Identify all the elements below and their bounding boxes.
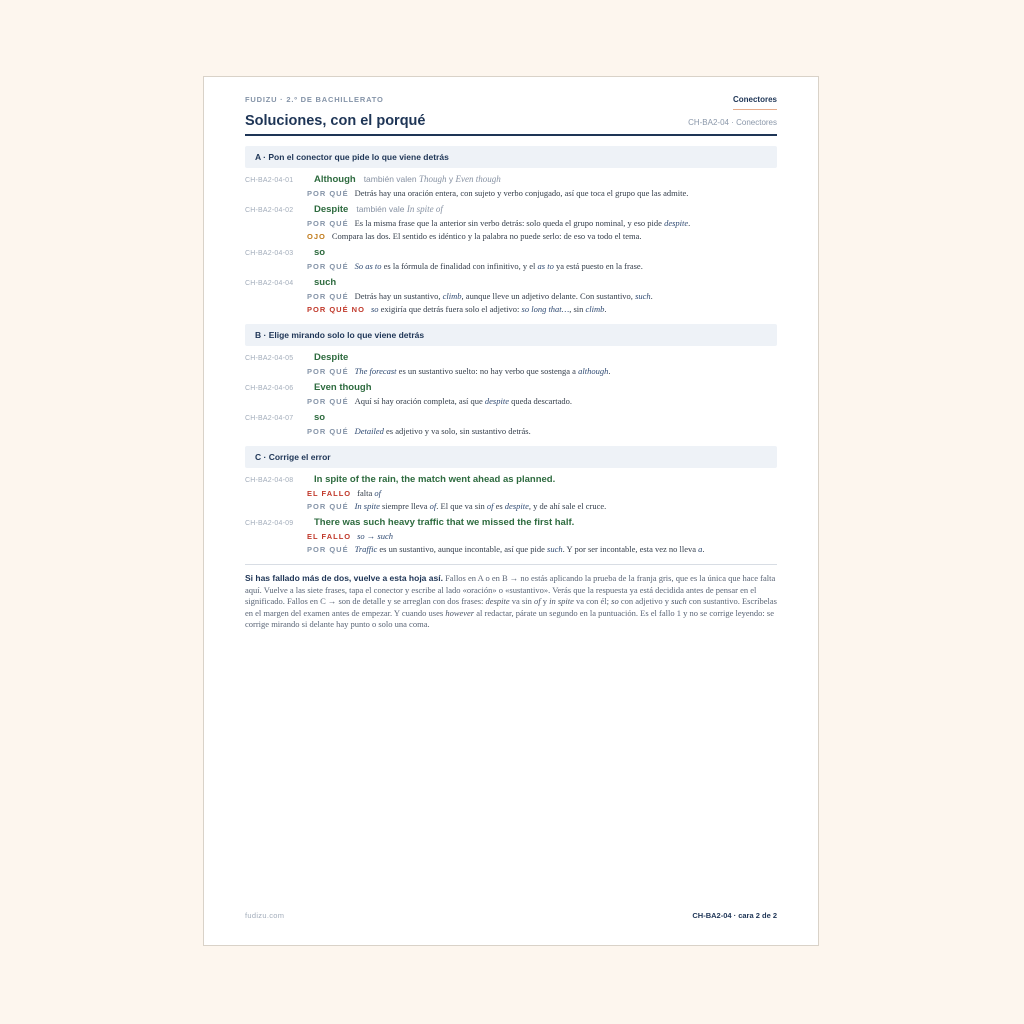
- topic-label: Conectores: [733, 95, 777, 110]
- why-tag: POR QUÉ: [307, 397, 349, 406]
- answer-item-02: [245, 204, 777, 241]
- why-tag: POR QUÉ: [307, 292, 349, 301]
- answer-text: so: [314, 412, 326, 423]
- corrected-sentence: There was such heavy traffic that we missed the first half.: [314, 517, 575, 528]
- answer-item-01: [245, 174, 777, 198]
- section-a-heading: A · Pon el conector que pide lo que viene detrás: [245, 146, 777, 168]
- ojo-tag: OJO: [307, 232, 326, 241]
- item-id: CH-BA2-04-01: [245, 177, 294, 184]
- why-not-tag: POR QUÉ NO: [307, 305, 365, 314]
- header-top: [245, 95, 777, 111]
- why-note: Detrás hay una oración entera, con sujeto y verbo conjugado, así que toca el grupo que las admite.: [354, 188, 689, 198]
- answer-item-07: [245, 412, 777, 436]
- why-tag: POR QUÉ: [307, 367, 349, 376]
- page-content: [245, 95, 777, 945]
- why-tag: POR QUÉ: [307, 502, 349, 511]
- section-b-heading: B · Elige mirando solo lo que viene detrás: [245, 324, 777, 346]
- answer-item-03: [245, 247, 777, 271]
- closing-advice: Si has fallado más de dos, vuelve a esta hoja así. Fallos en A o en B → no estás aplicando la prueba de la franja gris, que es la única que hace falta aquí. Vuelve a las siete frases, tapa el conector y escribe al lado «oración» o «sustantivo». Verás que la respuesta ya está decidida antes de pensar en el significado. Fallos en C → son de detalle y se arreglan con dos frases: despite va sin of y in spite va con él; so con adjetivo y such con sustantivo. Escríbelas en el margen del examen antes de empezar. Y cuando uses however al redactar, párate un segundo en la puntuación. Es el fallo 1 y no se corrige leyendo: se corrige mirando si delante hay punto o solo una coma.: [245, 573, 777, 629]
- answer-item-06: [245, 382, 777, 406]
- why-note: So as to es la fórmula de finalidad con infinitivo, y el as to ya está puesto en la frase.: [354, 261, 643, 271]
- answer-text: Despite: [314, 204, 349, 215]
- why-tag: POR QUÉ: [307, 262, 349, 271]
- item-id: CH-BA2-04-09: [245, 520, 294, 527]
- divider: [245, 564, 777, 565]
- ojo-note: Compara las dos. El sentido es idéntico y la palabra no puede serlo: de eso va todo el tema.: [331, 231, 642, 241]
- error-note: falta of: [357, 488, 381, 498]
- answer-item-04: [245, 277, 777, 314]
- section-c-heading: C · Corrige el error: [245, 446, 777, 468]
- page-footer: [245, 911, 777, 920]
- why-note: Detailed es adjetivo y va solo, sin sustantivo detrás.: [354, 426, 531, 436]
- answer-text: Despite: [314, 352, 349, 363]
- alternative-answers: también vale In spite of: [356, 204, 443, 214]
- item-id: CH-BA2-04-07: [245, 415, 294, 422]
- why-note: Es la misma frase que la anterior sin verbo detrás: solo queda el grupo nominal, y eso pide despite.: [354, 218, 691, 228]
- why-note: Traffic es un sustantivo, aunque incontable, así que pide such. Y por ser incontable, esta vez no lleva a.: [354, 544, 705, 554]
- why-note: In spite siempre lleva of. El que va sin of es despite, y de ahí sale el cruce.: [354, 501, 607, 511]
- item-id: CH-BA2-04-08: [245, 477, 294, 484]
- why-tag: POR QUÉ: [307, 189, 349, 198]
- item-id: CH-BA2-04-05: [245, 355, 294, 362]
- header-main: [245, 113, 777, 136]
- corrected-sentence: In spite of the rain, the match went ahead as planned.: [314, 474, 556, 485]
- footer-page-info: CH-BA2-04 · cara 2 de 2: [692, 911, 777, 920]
- why-note: Detrás hay un sustantivo, climb, aunque lleve un adjetivo delante. Con sustantivo, such.: [354, 291, 653, 301]
- page-title: Soluciones, con el porqué: [245, 113, 426, 129]
- why-tag: POR QUÉ: [307, 219, 349, 228]
- error-note: so → such: [357, 531, 394, 541]
- answer-text: Although: [314, 174, 356, 185]
- why-tag: POR QUÉ: [307, 427, 349, 436]
- worksheet-page: [203, 76, 819, 946]
- answer-item-09: [245, 517, 777, 554]
- why-not-note: so exigiría que detrás fuera solo el adjetivo: so long that…, sin climb.: [370, 304, 607, 314]
- why-tag: POR QUÉ: [307, 545, 349, 554]
- item-id: CH-BA2-04-04: [245, 280, 294, 287]
- item-id: CH-BA2-04-03: [245, 250, 294, 257]
- answer-item-08: [245, 474, 777, 511]
- alternative-answers: también valen Though y Even though: [363, 174, 501, 184]
- error-tag: EL FALLO: [307, 532, 352, 541]
- item-id: CH-BA2-04-02: [245, 207, 294, 214]
- item-id: CH-BA2-04-06: [245, 385, 294, 392]
- sheet-code: CH-BA2-04 · Conectores: [688, 118, 777, 127]
- error-tag: EL FALLO: [307, 489, 352, 498]
- why-note: The forecast es un sustantivo suelto: no hay verbo que sostenga a although.: [354, 366, 611, 376]
- footer-site: fudizu.com: [245, 911, 285, 920]
- answer-text: Even though: [314, 382, 372, 393]
- course-kicker: FUDIZU · 2.º DE BACHILLERATO: [245, 95, 384, 104]
- answer-text: so: [314, 247, 326, 258]
- why-note: Aquí sí hay oración completa, así que despite queda descartado.: [354, 396, 572, 406]
- answer-text: such: [314, 277, 337, 288]
- answer-item-05: [245, 352, 777, 376]
